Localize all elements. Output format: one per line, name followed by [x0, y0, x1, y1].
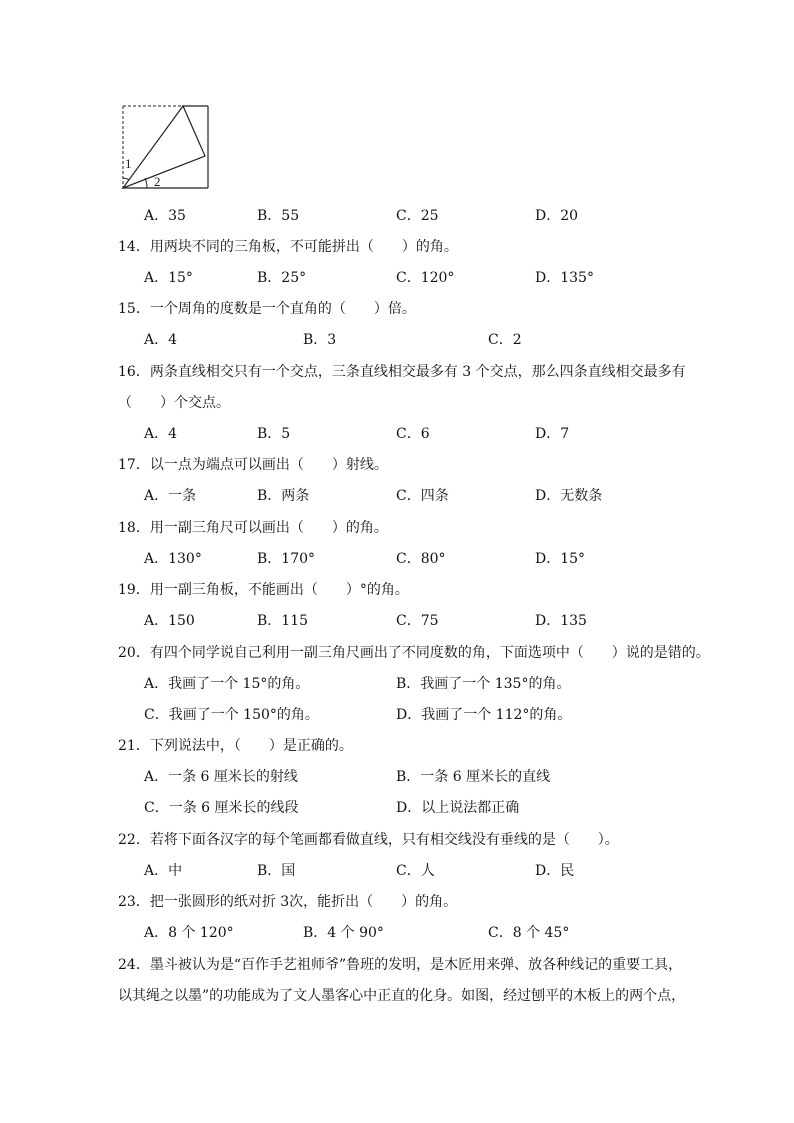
q22-option-b: B．国 — [257, 863, 296, 879]
q21-option-c: C．一条 6 厘米长的线段 — [144, 800, 299, 816]
q16-text-line1: 16．两条直线相交只有一个交点，三条直线相交最多有 3 个交点，那么四条直线相交最多有 — [118, 364, 686, 380]
q20-option-b: B．我画了一个 135°的角。 — [396, 676, 571, 692]
q13-option-c: C．25 — [396, 208, 439, 224]
q15-option-c: C．2 — [488, 332, 522, 348]
q15-option-b: B．3 — [303, 332, 337, 348]
angle-arc-1 — [123, 178, 129, 180]
q19-text: 19．用一副三角板，不能画出（ ）°的角。 — [118, 582, 409, 598]
q19-option-d: D．135 — [535, 613, 587, 629]
q18-text: 18．用一副三角尺可以画出（ ）的角。 — [118, 520, 388, 536]
q15-option-a: A．4 — [144, 332, 178, 348]
q17-option-b: B．两条 — [257, 488, 310, 504]
angle-label-2: 2 — [154, 174, 161, 189]
q23-option-a: A．8 个 120° — [144, 925, 234, 941]
q20-option-a: A．我画了一个 15°的角。 — [144, 676, 310, 692]
q22-option-d: D．民 — [535, 863, 575, 879]
angle-label-1: 1 — [125, 156, 132, 171]
q16-option-b: B．5 — [257, 426, 291, 442]
q16-option-a: A．4 — [144, 426, 178, 442]
q16-option-c: C．6 — [396, 426, 430, 442]
q17-option-d: D．无数条 — [535, 488, 603, 504]
q16-option-d: D．7 — [535, 426, 570, 442]
q19-option-b: B．115 — [257, 613, 309, 629]
q23-option-c: C．8 个 45° — [488, 925, 570, 941]
q22-option-c: C．人 — [396, 863, 435, 879]
q17-option-a: A．一条 — [144, 488, 197, 504]
q18-option-d: D．15° — [535, 551, 586, 567]
q19-option-c: C．75 — [396, 613, 439, 629]
q21-text: 21．下列说法中，（ ）是正确的。 — [118, 738, 353, 754]
q23-option-b: B．4 个 90° — [303, 925, 384, 941]
q22-option-a: A．中 — [144, 863, 183, 879]
q18-option-a: A．130° — [144, 551, 202, 567]
q24-text-line1: 24．墨斗被认为是“百作手艺祖师爷”鲁班的发明，是木匠用来弹、放各种线记的重要工具， — [118, 957, 683, 973]
q14-option-a: A．15° — [144, 270, 193, 286]
q23-text: 23．把一张圆形的纸对折 3次，能折出（ ）的角。 — [118, 894, 458, 910]
q21-option-a: A．一条 6 厘米长的射线 — [144, 769, 298, 785]
q14-text: 14．用两块不同的三角板，不可能拼出（ ）的角。 — [118, 239, 458, 255]
q18-option-b: B．170° — [257, 551, 316, 567]
q20-text: 20．有四个同学说自己利用一副三角尺画出了不同度数的角，下面选项中（ ）说的是错的。 — [118, 645, 710, 661]
q14-option-c: C．120° — [396, 270, 455, 286]
q15-text: 15．一个周角的度数是一个直角的（ ）倍。 — [118, 301, 416, 317]
q24-text-line2: 以其绳之以墨”的功能成为了文人墨客心中正直的化身。如图，经过刨平的木板上的两个点， — [118, 988, 686, 1004]
q20-option-c: C．我画了一个 150°的角。 — [144, 707, 319, 723]
q14-option-d: D．135° — [535, 270, 594, 286]
q21-option-d: D．以上说法都正确 — [396, 800, 520, 816]
angle-arc-2 — [145, 178, 147, 188]
folded-triangle — [123, 106, 205, 188]
q21-option-b: B．一条 6 厘米长的直线 — [396, 769, 551, 785]
q17-text: 17．以一点为端点可以画出（ ）射线。 — [118, 457, 388, 473]
q22-text: 22．若将下面各汉字的每个笔画都看做直线，只有相交线没有垂线的是（ ）。 — [118, 832, 619, 848]
q14-option-b: B．25° — [257, 270, 307, 286]
q18-option-c: C．80° — [396, 551, 446, 567]
q19-option-a: A．150 — [144, 613, 195, 629]
q13-option-b: B．55 — [257, 208, 300, 224]
q16-text-line2: （ ）个交点。 — [118, 395, 230, 411]
q17-option-c: C．四条 — [396, 488, 449, 504]
q20-option-d: D．我画了一个 112°的角。 — [396, 707, 572, 723]
q13-option-a: A．35 — [144, 208, 186, 224]
angle-figure — [121, 104, 211, 192]
q13-option-d: D．20 — [535, 208, 579, 224]
